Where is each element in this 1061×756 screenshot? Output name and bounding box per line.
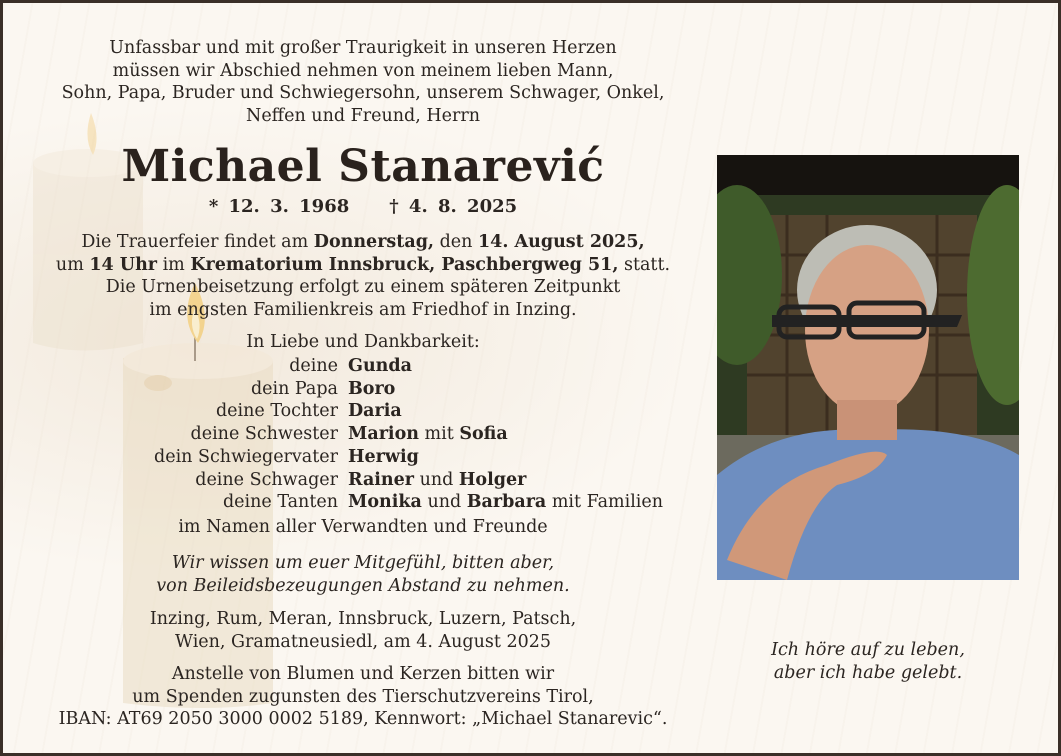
deceased-name: Michael Stanarević — [121, 141, 605, 192]
portrait-illustration — [717, 155, 1019, 580]
death-date: † 4. 8. 2025 — [389, 196, 518, 217]
donation-note: Anstelle von Blumen und Kerzen bitten wir um Spenden zugunsten des Tierschutzvereins Tirol, IBAN: AT69 2050 3000 0002 5189, Kennwort: „Michael Stanarevic“. — [58, 664, 668, 729]
family-row: deine Schwester Marion mit Sofia — [190, 424, 508, 445]
birth-date: * 12. 3. 1968 — [208, 196, 350, 217]
relatives-line: im Namen aller Verwandten und Freunde — [178, 517, 548, 537]
family-row: dein Papa Boro — [250, 378, 396, 399]
intro-text: Unfassbar und mit großer Traurigkeit in unseren Herzen müssen wir Abschied nehmen von meinem lieben Mann, Sohn, Papa, Bruder und Schwiegersohn, unserem Schwager, Onkel, Neffen und Freund, Herrn — [61, 38, 665, 126]
family-row: deine Gunda — [289, 356, 412, 376]
thanks-heading: In Liebe und Dankbarkeit: — [246, 332, 480, 352]
condolence-note: Wir wissen um euer Mitgefühl, bitten aber, von Beileidsbezeugungen Abstand zu nehmen. — [156, 553, 570, 596]
family-row: deine Tanten Monika und Barbara mit Familien — [222, 492, 664, 513]
funeral-details: Die Trauerfeier findet am Donnerstag, den 14. August 2025, um 14 Uhr im Krematorium Innsbruck, Paschbergweg 51, statt. Die Urnenbeisetzung erfolgt zu einem späteren Zeitpunkt im engsten Familienkreis am Friedhof in Inzing. — [55, 232, 671, 320]
memorial-quote: Ich höre auf zu leben, aber ich habe gelebt. — [771, 640, 965, 683]
family-row: dein Schwiegervater Herwig — [154, 446, 419, 467]
family-list — [43, 355, 683, 514]
places-and-date: Inzing, Rum, Meran, Innsbruck, Luzern, Patsch, Wien, Gramatneusiedl, am 4. August 2025 — [149, 609, 577, 652]
obituary-card — [3, 3, 1058, 753]
family-row: deine Tochter Daria — [215, 401, 402, 422]
life-dates — [43, 196, 683, 217]
portrait-photo — [717, 155, 1019, 580]
family-row: deine Schwager Rainer und Holger — [195, 469, 527, 490]
